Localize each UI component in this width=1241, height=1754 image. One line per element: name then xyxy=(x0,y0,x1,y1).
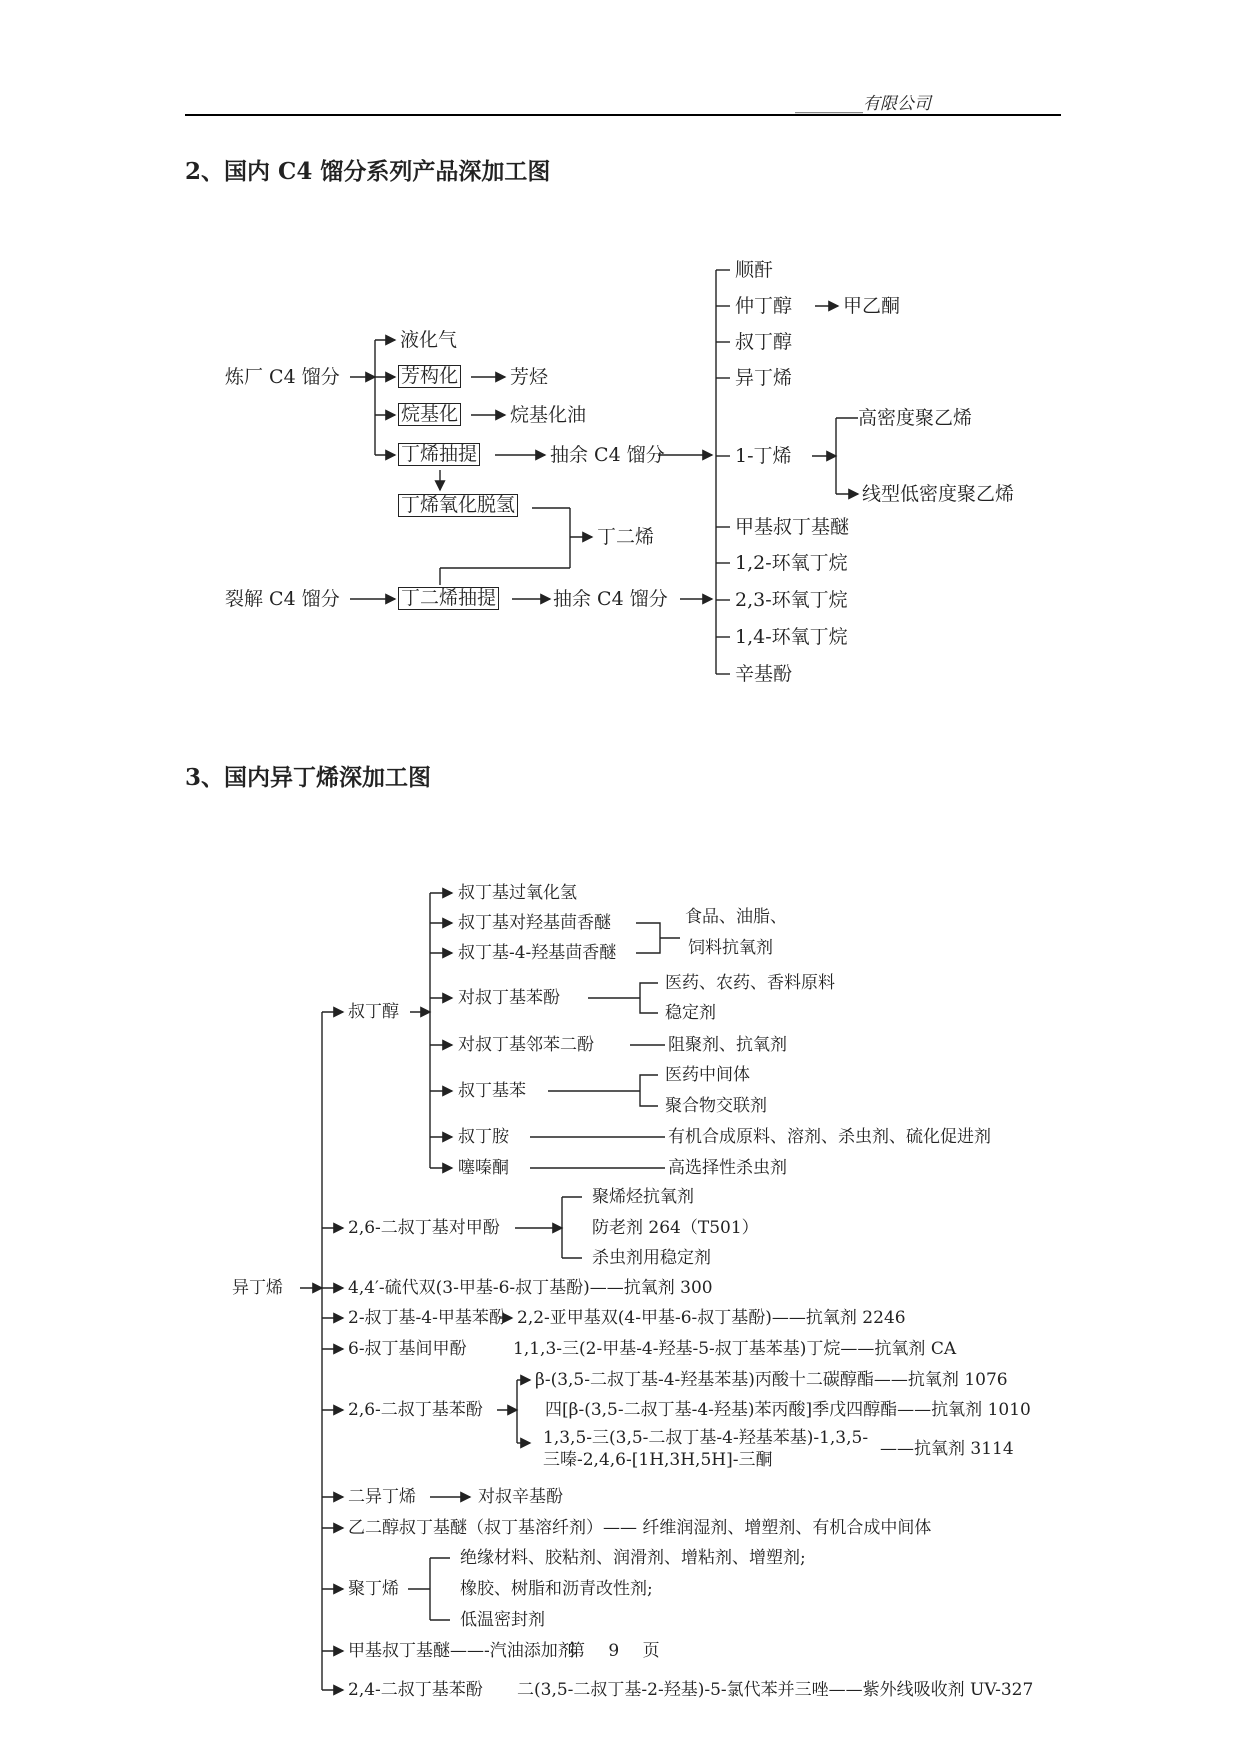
tbmp-label: 2-叔丁基-4-甲基苯酚 xyxy=(348,1308,506,1328)
tba-child: 叔丁基对羟基茴香醚 xyxy=(458,913,611,933)
product-item: 1,4-环氧丁烷 xyxy=(735,626,848,648)
product-item: 叔丁醇 xyxy=(735,331,793,353)
thio-ao300-label: 4,4′-硫代双(3-甲基-6-叔丁基酚)——抗氧剂 300 xyxy=(348,1278,713,1298)
tba-child: 对叔丁基苯酚 xyxy=(458,988,560,1008)
octylphenol-label: 对叔辛基酚 xyxy=(478,1487,563,1507)
diisobutylene-label: 二异丁烯 xyxy=(348,1487,416,1507)
ao3114-line2: 三嗪-2,4,6-[1H,3H,5H]-三酮 xyxy=(543,1450,773,1470)
product-item: 2,3-环氧丁烷 xyxy=(735,589,848,611)
mek-label: 甲乙酮 xyxy=(843,295,901,317)
dtbp-label: 2,6-二叔丁基苯酚 xyxy=(348,1400,483,1420)
feed-antiox-label: 饲料抗氧剂 xyxy=(688,938,773,958)
butadiene-label: 丁二烯 xyxy=(597,526,655,548)
tba-child: 叔丁基苯 xyxy=(458,1081,526,1101)
product-item: 仲丁醇 xyxy=(735,295,793,317)
alkylation-box: 烷基化 xyxy=(398,403,461,426)
aromatics-label: 芳烃 xyxy=(510,366,549,388)
refinery-c4-label: 炼厂 C4 馏分 xyxy=(225,366,340,388)
tba-child: 噻嗪酮 xyxy=(458,1158,509,1178)
dtbp24-label: 2,4-二叔丁基苯酚 xyxy=(348,1680,483,1700)
section-title-c4: 2、国内 C4 馏分系列产品深加工图 xyxy=(185,158,551,185)
pharma-pesticide-label: 医药、农药、香料原料 xyxy=(665,973,835,993)
aoca-label: 1,1,3-三(2-甲基-4-羟基-5-叔丁基苯基)丁烷——抗氧剂 CA xyxy=(513,1339,957,1359)
mtbe-label: 甲基叔丁基醚——-汽油添加剂 xyxy=(348,1641,575,1661)
company-header: ________有限公司 xyxy=(795,94,931,114)
bht-child: 杀虫剂用稳定剂 xyxy=(592,1248,711,1268)
glycol-ether-label: 乙二醇叔丁基醚（叔丁基溶纤剂）—— 纤维润湿剂、增塑剂、有机合成中间体 xyxy=(348,1518,932,1538)
ao2246-label: 2,2-亚甲基双(4-甲基-6-叔丁基酚)——抗氧剂 2246 xyxy=(517,1308,906,1328)
ao3114-line1: 1,3,5-三(3,5-二叔丁基-4-羟基苯基)-1,3,5- xyxy=(543,1428,869,1448)
ao1076-label: β-(3,5-二叔丁基-4-羟基苯基)丙酸十二碳醇酯——抗氧剂 1076 xyxy=(535,1370,1008,1390)
pharma-intermediate-label: 医药中间体 xyxy=(665,1065,750,1085)
hdpe-label: 高密度聚乙烯 xyxy=(858,407,973,429)
insecticide-label: 高选择性杀虫剂 xyxy=(668,1158,787,1178)
aromatization-box: 芳构化 xyxy=(398,365,461,388)
stabilizer-label: 稳定剂 xyxy=(665,1003,716,1023)
raffinate-top-label: 抽余 C4 馏分 xyxy=(550,444,665,466)
section-title-isobutylene: 3、国内异丁烯深加工图 xyxy=(185,764,432,791)
crosslinker-label: 聚合物交联剂 xyxy=(665,1096,767,1116)
tba-label: 叔丁醇 xyxy=(348,1002,399,1022)
pib-child: 橡胶、树脂和沥青改性剂; xyxy=(460,1579,653,1599)
bht-label: 2,6-二叔丁基对甲酚 xyxy=(348,1218,500,1238)
pib-label: 聚丁烯 xyxy=(348,1579,399,1599)
tba-child: 叔丁基过氧化氢 xyxy=(458,883,577,903)
uv327-label: 二(3,5-二叔丁基-2-羟基)-5-氯代苯并三唑——紫外线吸收剂 UV-327 xyxy=(517,1680,1034,1700)
product-item: 1-丁烯 xyxy=(735,445,792,467)
product-item: 顺酐 xyxy=(735,259,774,281)
alkylate-oil-label: 烷基化油 xyxy=(510,404,587,426)
pib-child: 低温密封剂 xyxy=(460,1610,545,1630)
product-item: 辛基酚 xyxy=(735,663,793,685)
pib-child: 绝缘材料、胶粘剂、润滑剂、增粘剂、增塑剂; xyxy=(460,1548,806,1568)
lpg-label: 液化气 xyxy=(400,329,458,351)
page-number: 第 9 页 xyxy=(568,1641,660,1661)
tba-child: 叔丁基-4-羟基茴香醚 xyxy=(458,943,617,963)
ao1010-label: 四[β-(3,5-二叔丁基-4-羟基)苯丙酸]季戊四醇酯——抗氧剂 1010 xyxy=(545,1400,1031,1420)
bht-child: 聚烯烃抗氧剂 xyxy=(592,1187,694,1207)
food-oil-label: 食品、油脂、 xyxy=(685,907,787,927)
tba-child: 对叔丁基邻苯二酚 xyxy=(458,1035,594,1055)
butadiene-extraction-box: 丁二烯抽提 xyxy=(398,587,499,610)
isobutylene-root: 异丁烯 xyxy=(232,1278,283,1298)
product-item: 甲基叔丁基醚 xyxy=(735,516,850,538)
tba-child: 叔丁胺 xyxy=(458,1127,509,1147)
cracking-c4-label: 裂解 C4 馏分 xyxy=(225,588,340,610)
amine-use-label: 有机合成原料、溶剂、杀虫剂、硫化促进剂 xyxy=(668,1127,991,1147)
lldpe-label: 线型低密度聚乙烯 xyxy=(862,483,1015,505)
ao3114-product: ——抗氧剂 3114 xyxy=(880,1439,1014,1459)
butene-extraction-box: 丁烯抽提 xyxy=(398,443,480,466)
butene-oxdehydro-box: 丁烯氧化脱氢 xyxy=(398,494,518,517)
product-item: 异丁烯 xyxy=(735,367,793,389)
tbmc-label: 6-叔丁基间甲酚 xyxy=(348,1339,467,1359)
raffinate-bottom-label: 抽余 C4 馏分 xyxy=(553,588,668,610)
bht-child: 防老剂 264（T501） xyxy=(592,1218,759,1238)
inhibitor-label: 阻聚剂、抗氧剂 xyxy=(668,1035,787,1055)
product-item: 1,2-环氧丁烷 xyxy=(735,552,848,574)
